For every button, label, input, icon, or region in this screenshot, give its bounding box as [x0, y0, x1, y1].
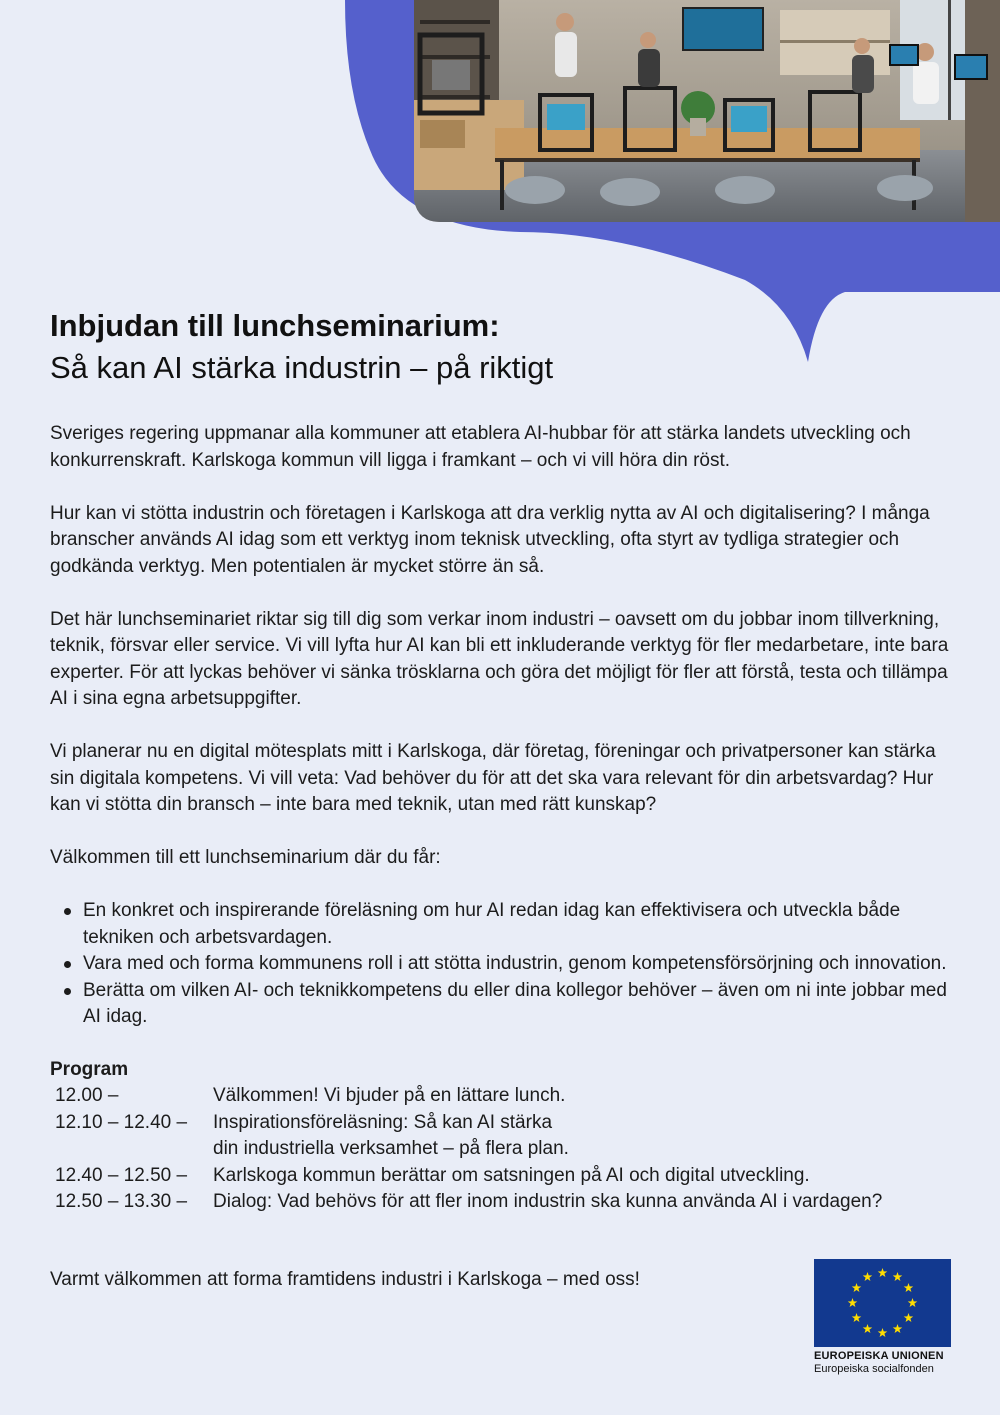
program-time: 12.40 – 12.50 –: [55, 1164, 188, 1186]
program-heading: Program: [50, 1058, 129, 1080]
page-subtitle: Så kan AI stärka industrin – på riktigt: [50, 350, 554, 385]
program-row: [50, 1189, 955, 1216]
program-description: Dialog: Vad behövs för att fler inom industrin ska kunna använda AI i vardagen?: [213, 1191, 883, 1212]
list-item: Berätta om vilken AI- och teknikkompetens du eller dina kollegor behöver – även om ni inte jobbar med AI idag.: [50, 978, 955, 1031]
paragraph-4: Vi planerar nu en digital mötesplats mitt i Karlskoga, där företag, föreningar och privatpersoner kan stärka sin digitala kompetens. Vi vill veta: Vad behöver du för att det ska vara relevant för din arbetsvardag? Hur kan vi stötta din bransch – inte bara med teknik, utan med rätt kunskap?: [50, 741, 936, 815]
list-item: En konkret och inspirerande föreläsning om hur AI redan idag kan effektivisera och utveckla både tekniken och arbetsvardagen.: [50, 898, 955, 951]
paragraph-2: Hur kan vi stötta industrin och företagen i Karlskoga att dra verklig nytta av AI och digitalisering? I många branscher används AI idag som ett verktyg inom teknisk utveckling, ofta styrt av tydliga strategier och godkända verktyg. Men potentialen är mycket större än så.: [50, 502, 930, 577]
page-title: Inbjudan till lunchseminarium:: [50, 308, 500, 343]
program-time: 12.50 – 13.30 –: [55, 1191, 188, 1212]
program-row: [50, 1136, 955, 1163]
list-item: Vara med och forma kommunens roll i att stötta industrin, genom kompetensförsörjning och innovation.: [50, 951, 955, 978]
invitation-body: [50, 421, 955, 1216]
eu-logo: [814, 1259, 952, 1376]
program-row: [50, 1083, 955, 1110]
program-description-continued: din industriella verksamhet – på flera plan.: [213, 1138, 569, 1159]
eu-flag-icon: [814, 1259, 951, 1347]
makerspace-photo: [414, 0, 1000, 222]
program-description: Välkommen! Vi bjuder på en lättare lunch.: [213, 1085, 566, 1106]
title-block: [50, 306, 810, 390]
program-row: [50, 1163, 955, 1190]
eu-fund-name: Europeiska socialfonden: [814, 1363, 934, 1375]
bullet-intro: Välkommen till ett lunchseminarium där du får:: [50, 847, 441, 868]
program-section: [50, 1057, 955, 1216]
program-time-empty: [55, 1136, 213, 1163]
paragraph-3: Det här lunchseminariet riktar sig till dig som verkar inom industri – oavsett om du jobbar inom tillverkning, teknik, försvar eller service. Vi vill lyfta hur AI kan bli ett inkluderande verktyg för fler medarbetare, inte bara experter. För att lyckas behöver vi sänka trösklarna och göra det möjligt för fler att förstå, testa och tillämpa AI i sina egna arbetsuppgifter.: [50, 608, 949, 709]
closing-line: Varmt välkommen att forma framtidens industri i Karlskoga – med oss!: [50, 1269, 640, 1290]
program-time: 12.10 – 12.40 –: [55, 1111, 188, 1133]
program-row: [50, 1110, 955, 1137]
eu-name: EUROPEISKA UNIONEN: [814, 1350, 944, 1362]
program-time: 12.00 –: [55, 1085, 119, 1106]
paragraph-1: Sveriges regering uppmanar alla kommuner att etablera AI-hubbar för att stärka landets utveckling och konkurrenskraft. Karlskoga kommun vill ligga i framkant – och vi vill höra din röst.: [50, 423, 911, 471]
program-description: Karlskoga kommun berättar om satsningen på AI och digital utveckling.: [213, 1164, 810, 1186]
benefit-list: [50, 898, 955, 1031]
program-description: Inspirationsföreläsning: Så kan AI stärka: [213, 1111, 553, 1133]
